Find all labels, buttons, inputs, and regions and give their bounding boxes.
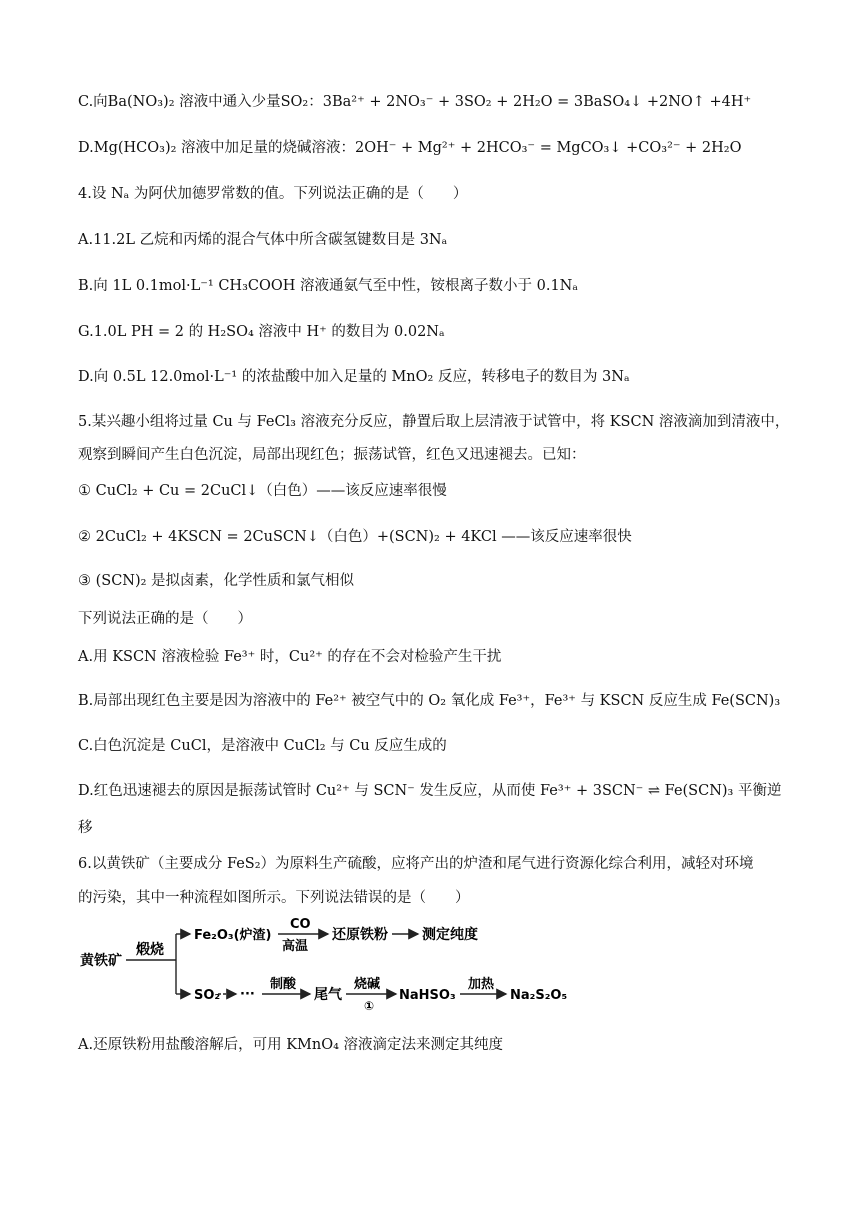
process-flow-diagram	[78, 912, 598, 1012]
flow-step1-label: ①	[364, 999, 375, 1012]
question-6-stem-line1: 6.以黄铁矿（主要成分 FeS₂）为原料生产硫酸，应将产出的炉渣和尾气进行资源化综合利用，减轻对环境	[78, 856, 754, 872]
flow-slag-label: Fe₂O₃(炉渣)	[194, 928, 272, 943]
question-5-stem-line1: 5.某兴趣小组将过量 Cu 与 FeCl₃ 溶液充分反应，静置后取上层清液于试管中，将 KSCN 溶液滴加到清液中，	[78, 414, 790, 430]
flow-heat-label: 加热	[468, 977, 495, 992]
option-5d-line1: D.红色迅速褪去的原因是振荡试管时 Cu²⁺ 与 SCN⁻ 发生反应，从而使 Fe³⁺ + 3SCN⁻ ⇌ Fe(SCN)₃ 平衡逆	[78, 783, 782, 799]
option-5b: B.局部出现红色主要是因为溶液中的 Fe²⁺ 被空气中的 O₂ 氧化成 Fe³⁺，Fe³⁺ 与 KSCN 反应生成 Fe(SCN)₃	[78, 693, 781, 709]
flow-dots-label: ···	[240, 987, 255, 1002]
flow-calcine-label: 煅烧	[136, 942, 164, 958]
flow-nahso3-label: NaHSO₃	[399, 988, 456, 1003]
flow-so2-label: SO₂	[194, 988, 221, 1003]
option-6a: A.还原铁粉用盐酸溶解后，可用 KMnO₄ 溶液滴定法来测定其纯度	[78, 1037, 504, 1053]
flow-high-temp-label: 高温	[282, 939, 309, 954]
known-fact-3: ③ (SCN)₂ 是拟卤素，化学性质和氯气相似	[78, 573, 355, 589]
question-5-prompt: 下列说法正确的是（ ）	[78, 611, 252, 627]
known-reaction-1: ① CuCl₂ + Cu = 2CuCl↓（白色）——该反应速率很慢	[78, 483, 447, 499]
flow-purity-label: 测定纯度	[422, 927, 478, 943]
option-4a: A.11.2L 乙烷和丙烯的混合气体中所含碳氢键数目是 3Nₐ	[78, 232, 448, 248]
option-4c: G.1.0L PH = 2 的 H₂SO₄ 溶液中 H⁺ 的数目为 0.02Nₐ	[78, 324, 445, 340]
flow-iron-powder-label: 还原铁粉	[332, 927, 388, 943]
question-6-stem-line2: 的污染，其中一种流程如图所示。下列说法错误的是（ ）	[78, 890, 470, 906]
question-5-stem-line2: 观察到瞬间产生白色沉淀，局部出现红色；振荡试管，红色又迅速褪去。已知：	[78, 447, 586, 463]
option-5d-line2: 移	[78, 820, 93, 836]
flow-product-label: Na₂S₂O₅	[510, 988, 568, 1003]
option-4d: D.向 0.5L 12.0mol·L⁻¹ 的浓盐酸中加入足量的 MnO₂ 反应，转移电子的数目为 3Nₐ	[78, 369, 630, 385]
question-4-stem: 4.设 Nₐ 为阿伏加德罗常数的值。下列说法正确的是（ ）	[78, 186, 468, 202]
option-4b: B.向 1L 0.1mol·L⁻¹ CH₃COOH 溶液通氨气至中性，铵根离子数小于 0.1Nₐ	[78, 278, 578, 294]
option-5c: C.白色沉淀是 CuCl，是溶液中 CuCl₂ 与 Cu 反应生成的	[78, 738, 447, 754]
flow-co-label: CO	[290, 917, 311, 932]
known-reaction-2: ② 2CuCl₂ + 4KSCN = 2CuSCN↓（白色）+(SCN)₂ + 4KCl ——该反应速率很快	[78, 529, 632, 545]
flow-make-acid-label: 制酸	[270, 977, 297, 992]
flow-start-label: 黄铁矿	[80, 953, 122, 969]
option-3c: C.向Ba(NO₃)₂ 溶液中通入少量SO₂：3Ba²⁺ + 2NO₃⁻ + 3SO₂ + 2H₂O = 3BaSO₄↓ +2NO↑ +4H⁺	[78, 94, 752, 110]
flow-tail-gas-label: 尾气	[314, 987, 342, 1003]
flow-caustic-label: 烧碱	[354, 977, 381, 992]
option-3d: D.Mg(HCO₃)₂ 溶液中加足量的烧碱溶液：2OH⁻ + Mg²⁺ + 2HCO₃⁻ = MgCO₃↓ +CO₃²⁻ + 2H₂O	[78, 140, 742, 156]
option-5a: A.用 KSCN 溶液检验 Fe³⁺ 时，Cu²⁺ 的存在不会对检验产生干扰	[78, 649, 502, 665]
